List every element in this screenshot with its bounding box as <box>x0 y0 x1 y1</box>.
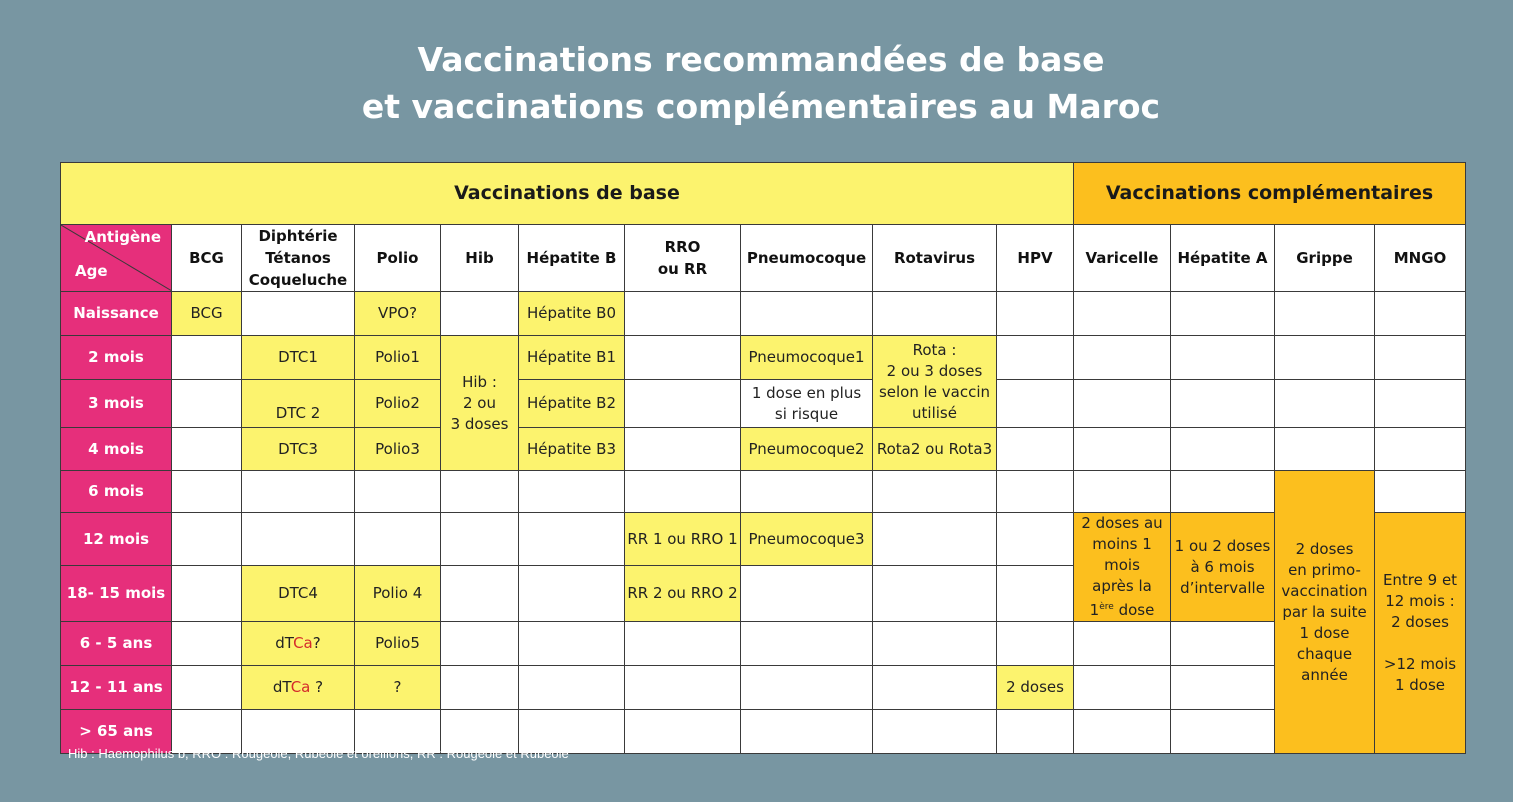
page-title <box>0 36 1513 130</box>
cell-hepb: Hépatite B3 <box>519 428 625 471</box>
cell-polio: Polio3 <box>355 428 441 471</box>
cell-empty <box>873 292 997 336</box>
col-header-dtc-line2: Tétanos <box>265 249 331 267</box>
cell-empty <box>997 710 1074 754</box>
grippe-line5: 1 dose <box>1299 623 1350 642</box>
corner-age-label: Age <box>75 262 108 280</box>
cell-empty <box>519 666 625 710</box>
cell-empty <box>355 471 441 513</box>
cell-empty <box>242 471 355 513</box>
cell-empty <box>1171 292 1275 336</box>
col-header-rro <box>625 225 741 292</box>
varicelle-ordinal: 1 <box>1089 601 1100 619</box>
pneumo-extra-line1: 1 dose en plus <box>751 383 862 402</box>
grippe-line3: vaccination <box>1281 581 1368 600</box>
cell-hib <box>441 336 519 471</box>
cell-pneumo: Pneumocoque3 <box>741 513 873 566</box>
grippe-line2: en primo- <box>1288 560 1361 579</box>
col-header-hib: Hib <box>441 225 519 292</box>
cell-polio: ? <box>355 666 441 710</box>
cell-empty <box>519 566 625 622</box>
cell-empty <box>441 292 519 336</box>
age-label: 4 mois <box>61 428 172 471</box>
cell-empty <box>441 622 519 666</box>
varicelle-line1: 2 doses au <box>1081 514 1163 532</box>
cell-empty <box>1074 471 1171 513</box>
cell-empty <box>1275 292 1375 336</box>
col-header-rro-line1: RRO <box>664 238 701 256</box>
table-row <box>61 292 1466 336</box>
age-label: 6 - 5 ans <box>61 622 172 666</box>
table-row <box>61 428 1466 471</box>
dtca-part1: dT <box>272 678 291 696</box>
rota-line4: utilisé <box>912 403 957 422</box>
mngo-line3: 2 doses <box>1391 613 1449 631</box>
cell-empty <box>172 622 242 666</box>
cell-empty <box>1171 428 1275 471</box>
cell-empty <box>1375 380 1466 428</box>
cell-empty <box>441 566 519 622</box>
cell-empty <box>172 428 242 471</box>
cell-empty <box>355 513 441 566</box>
hepa-line3: d’intervalle <box>1180 578 1265 597</box>
cell-empty <box>625 471 741 513</box>
grippe-line6: chaque <box>1296 644 1353 663</box>
cell-hepa <box>1171 513 1275 622</box>
dtca-part3: ? <box>312 634 321 652</box>
varicelle-line4 <box>1074 597 1170 621</box>
cell-polio: Polio2 <box>355 380 441 428</box>
cell-empty <box>1074 622 1171 666</box>
cell-grippe <box>1275 471 1375 754</box>
dtca-part1: dT <box>275 634 294 652</box>
table-row <box>61 513 1466 566</box>
section-complementary-header: Vaccinations complémentaires <box>1074 163 1466 225</box>
cell-empty <box>873 513 997 566</box>
cell-empty <box>1275 380 1375 428</box>
cell-rro: RR 2 ou RRO 2 <box>625 566 741 622</box>
cell-empty <box>1074 380 1171 428</box>
cell-dtc: DTC4 <box>242 566 355 622</box>
grippe-line4: par la suite <box>1282 602 1367 621</box>
cell-dtc: DTC 2 <box>242 380 355 428</box>
age-label: 6 mois <box>61 471 172 513</box>
age-label: 12 - 11 ans <box>61 666 172 710</box>
cell-empty <box>741 622 873 666</box>
cell-dtc: DTC3 <box>242 428 355 471</box>
varicelle-ordinal-suffix: ère <box>1099 602 1114 612</box>
cell-hepb: Hépatite B2 <box>519 380 625 428</box>
cell-empty <box>997 380 1074 428</box>
cell-empty <box>1275 428 1375 471</box>
hib-line3: 3 doses <box>450 414 509 433</box>
hepa-line1: 1 ou 2 doses <box>1174 536 1271 555</box>
dtca-part2: Ca <box>290 678 311 696</box>
cell-empty <box>242 292 355 336</box>
corner-antigene-label: Antigène <box>84 228 161 246</box>
cell-empty <box>741 566 873 622</box>
rota-line1: Rota : <box>912 340 957 359</box>
col-header-hepa: Hépatite A <box>1171 225 1275 292</box>
cell-empty <box>172 666 242 710</box>
cell-empty <box>625 428 741 471</box>
col-header-pneumo: Pneumocoque <box>741 225 873 292</box>
age-label: > 65 ans <box>61 710 172 754</box>
grippe-line1: 2 doses <box>1295 539 1354 558</box>
table-row <box>61 622 1466 666</box>
cell-empty <box>172 513 242 566</box>
varicelle-line3: après la <box>1092 577 1152 595</box>
title-line-1: Vaccinations recommandées de base <box>417 40 1105 79</box>
cell-empty <box>997 292 1074 336</box>
title-line-2: et vaccinations complémentaires au Maroc <box>361 87 1161 126</box>
cell-empty <box>172 336 242 380</box>
cell-empty <box>873 666 997 710</box>
cell-empty <box>1074 336 1171 380</box>
cell-empty <box>997 428 1074 471</box>
col-header-dtc-line1: Diphtérie <box>258 227 338 245</box>
cell-empty <box>741 471 873 513</box>
col-header-mngo: MNGO <box>1375 225 1466 292</box>
table-row <box>61 666 1466 710</box>
section-base-header: Vaccinations de base <box>61 163 1074 225</box>
cell-empty <box>741 710 873 754</box>
cell-empty <box>172 471 242 513</box>
cell-empty <box>1171 336 1275 380</box>
cell-dtc <box>242 622 355 666</box>
cell-hepb: Hépatite B1 <box>519 336 625 380</box>
dtca-part3: ? <box>310 678 324 696</box>
mngo-line1: Entre 9 et <box>1382 571 1458 589</box>
cell-empty <box>997 513 1074 566</box>
cell-rro: RR 1 ou RRO 1 <box>625 513 741 566</box>
cell-pneumo <box>741 380 873 428</box>
col-header-grippe: Grippe <box>1275 225 1375 292</box>
cell-empty <box>242 513 355 566</box>
mngo-line5: 1 dose <box>1394 676 1446 694</box>
cell-empty <box>1074 666 1171 710</box>
col-header-rro-line2: ou RR <box>657 260 708 278</box>
cell-bcg: BCG <box>172 292 242 336</box>
cell-empty <box>1074 710 1171 754</box>
cell-empty <box>873 710 997 754</box>
cell-polio: VPO? <box>355 292 441 336</box>
cell-empty <box>441 513 519 566</box>
cell-polio: Polio1 <box>355 336 441 380</box>
cell-rota <box>873 336 997 428</box>
age-label: 2 mois <box>61 336 172 380</box>
cell-empty <box>172 566 242 622</box>
col-header-dtc <box>242 225 355 292</box>
varicelle-line2: moins 1 mois <box>1092 535 1152 574</box>
col-header-hepb: Hépatite B <box>519 225 625 292</box>
cell-pneumo: Pneumocoque2 <box>741 428 873 471</box>
cell-empty <box>873 471 997 513</box>
footnote: Hib : Haemophilus b, RRO : Rougeole, Rubéole et oreillons, RR : Rougeole et Rubéole <box>68 746 569 761</box>
cell-empty <box>1375 336 1466 380</box>
hib-line1: Hib : <box>462 372 497 391</box>
cell-empty <box>997 622 1074 666</box>
rota-line3: selon le vaccin <box>878 382 991 401</box>
cell-empty <box>625 622 741 666</box>
cell-empty <box>625 336 741 380</box>
cell-empty <box>625 380 741 428</box>
section-header-row <box>61 163 1466 225</box>
cell-dtc: DTC1 <box>242 336 355 380</box>
cell-empty <box>1275 336 1375 380</box>
cell-empty <box>1171 471 1275 513</box>
cell-empty <box>519 471 625 513</box>
cell-empty <box>997 336 1074 380</box>
cell-empty <box>519 622 625 666</box>
cell-empty <box>1171 710 1275 754</box>
cell-polio: Polio 4 <box>355 566 441 622</box>
dtca-part2: Ca <box>293 634 313 652</box>
cell-empty <box>172 380 242 428</box>
cell-mngo <box>1375 513 1466 754</box>
table-row <box>61 336 1466 380</box>
rota-line2: 2 ou 3 doses <box>886 361 983 380</box>
cell-hepb: Hépatite B0 <box>519 292 625 336</box>
col-header-varicelle: Varicelle <box>1074 225 1171 292</box>
cell-rota: Rota2 ou Rota3 <box>873 428 997 471</box>
col-header-polio: Polio <box>355 225 441 292</box>
cell-empty <box>1171 622 1275 666</box>
cell-empty <box>625 292 741 336</box>
cell-empty <box>1171 666 1275 710</box>
cell-empty <box>441 666 519 710</box>
cell-polio: Polio5 <box>355 622 441 666</box>
column-header-row <box>61 225 1466 292</box>
pneumo-extra-line2: si risque <box>774 404 839 423</box>
cell-empty <box>741 292 873 336</box>
grippe-line7: année <box>1301 665 1348 684</box>
cell-pneumo: Pneumocoque1 <box>741 336 873 380</box>
age-label: 18- 15 mois <box>61 566 172 622</box>
cell-empty <box>625 666 741 710</box>
cell-empty <box>873 566 997 622</box>
cell-hpv: 2 doses <box>997 666 1074 710</box>
hib-line2: 2 ou <box>463 393 496 412</box>
cell-empty <box>1074 292 1171 336</box>
col-header-dtc-line3: Coqueluche <box>248 271 348 289</box>
cell-empty <box>1074 428 1171 471</box>
cell-empty <box>441 471 519 513</box>
vaccination-schedule-table <box>60 162 1466 754</box>
mngo-spacer <box>1375 633 1465 654</box>
hepa-line2: à 6 mois <box>1190 557 1255 576</box>
cell-empty <box>519 513 625 566</box>
col-header-bcg: BCG <box>172 225 242 292</box>
mngo-line2: 12 mois : <box>1385 592 1455 610</box>
col-header-hpv: HPV <box>997 225 1074 292</box>
cell-empty <box>1375 471 1466 513</box>
varicelle-dose: dose <box>1113 601 1155 619</box>
cell-empty <box>1171 380 1275 428</box>
table-row <box>61 471 1466 513</box>
cell-dtc <box>242 666 355 710</box>
age-label: Naissance <box>61 292 172 336</box>
cell-empty <box>625 710 741 754</box>
table-row <box>61 380 1466 428</box>
cell-empty <box>1375 292 1466 336</box>
cell-varicelle <box>1074 513 1171 622</box>
age-label: 3 mois <box>61 380 172 428</box>
cell-empty <box>1375 428 1466 471</box>
cell-empty <box>997 471 1074 513</box>
corner-header <box>61 225 172 292</box>
cell-empty <box>997 566 1074 622</box>
cell-empty <box>741 666 873 710</box>
col-header-rota: Rotavirus <box>873 225 997 292</box>
mngo-line4: >12 mois <box>1383 655 1457 673</box>
cell-empty <box>873 622 997 666</box>
age-label: 12 mois <box>61 513 172 566</box>
